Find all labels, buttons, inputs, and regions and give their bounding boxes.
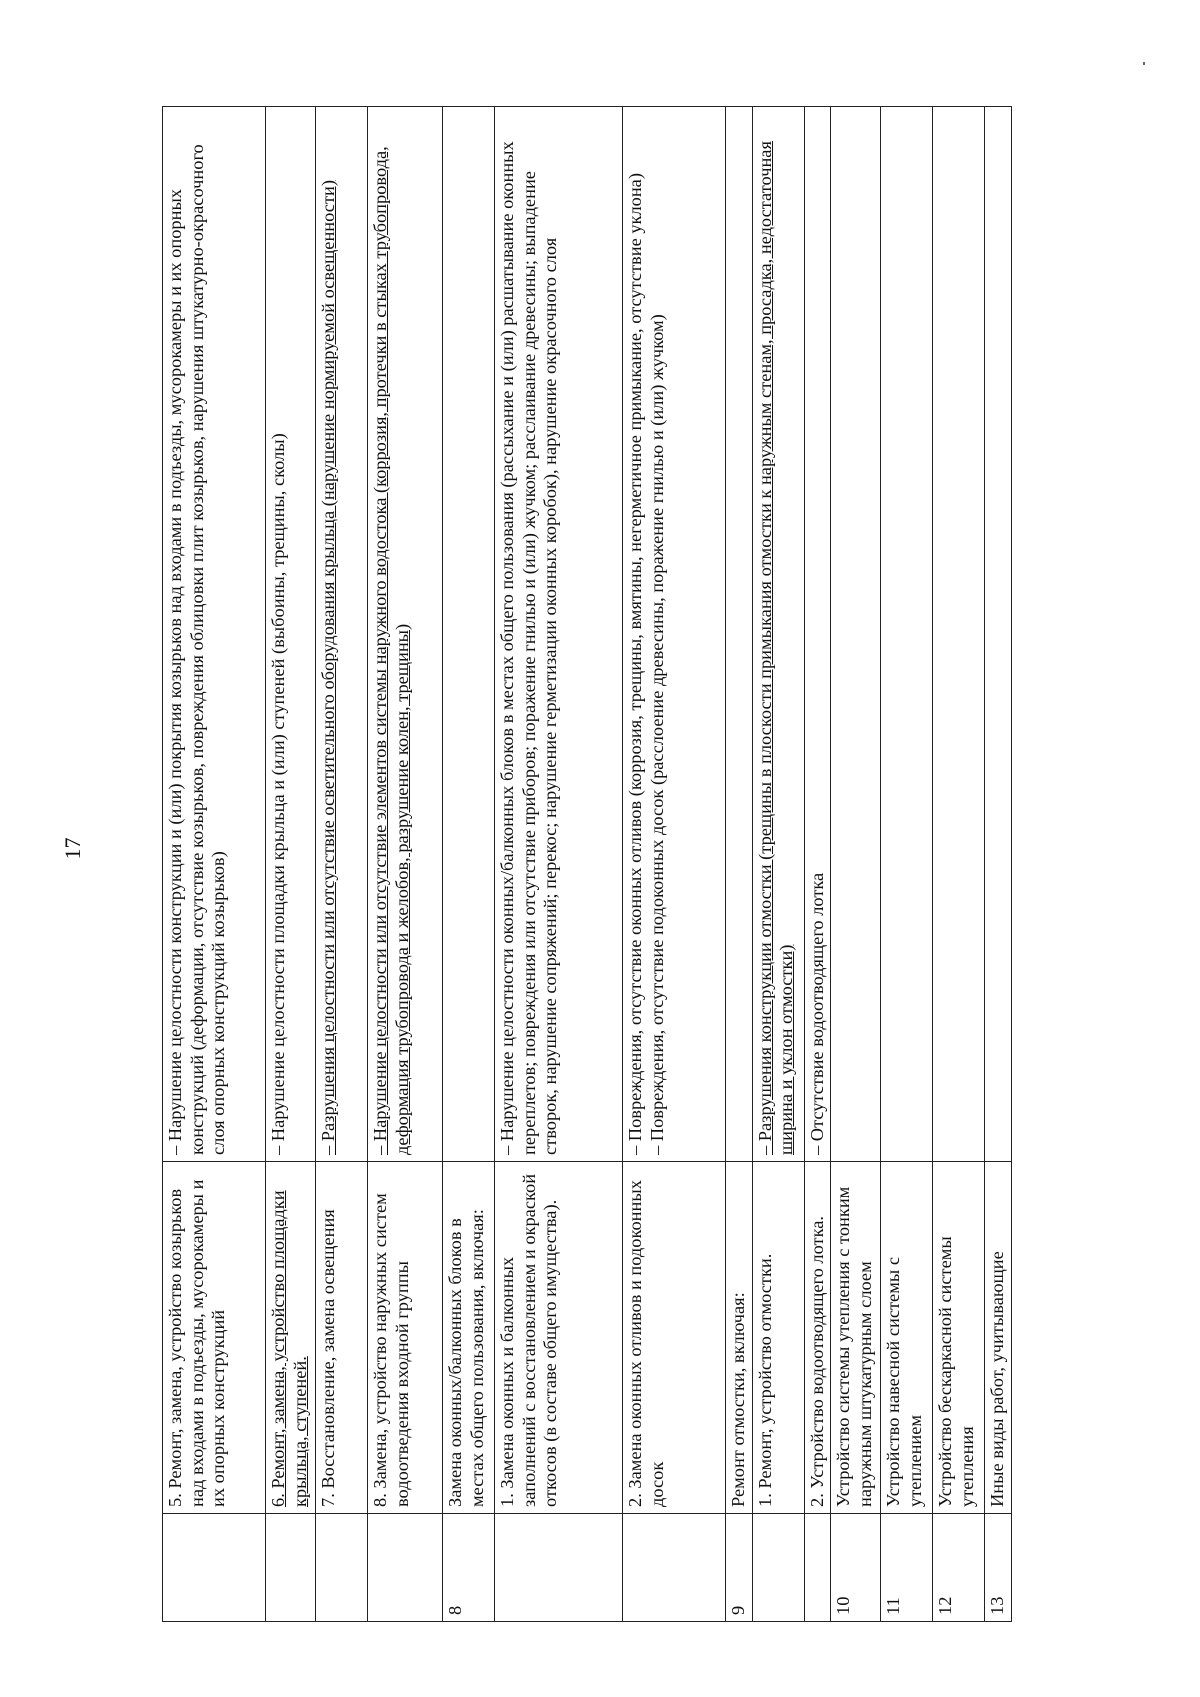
work-type-cell: 2. Замена оконных отливов и подоконных досок [623,1162,726,1514]
defects-cell [933,107,985,1162]
work-type-cell: Замена оконных/балконных блоков в местах общего пользования, включая: [443,1162,495,1514]
page-number: 17 [60,837,85,860]
defects-cell [881,107,933,1162]
row-number-cell: 9 [726,1514,753,1622]
work-type-cell: 1. Ремонт, устройство отмостки. [752,1162,804,1514]
defects-cell: – Отсутствие водоотводящего лотка [804,107,831,1162]
scan-speck [1143,62,1145,65]
table-row [495,107,623,1622]
work-type-cell: 5. Ремонт, замена, устройство козырьков над входами в подъезды, мусорокамеры и их опорных конструкций [163,1162,266,1514]
work-type-cell: Устройство навесной системы с утеплением [881,1162,933,1514]
table-row [752,107,804,1622]
defects-cell [443,107,495,1162]
table-row [443,107,495,1622]
row-number-cell: 13 [985,1514,1012,1622]
table-row [368,107,443,1622]
row-number-cell: 12 [933,1514,985,1622]
table-row [804,107,831,1622]
defects-cell: – Нарушение целостности конструкции и (или) покрытия козырьков над входами в подъезды, мусорокамеры и их опорных конструкций (деформации, отсутствие козырьков, повреждения облицовки плит козырьков, нарушения штукатурно-окрасочного слоя опорных конструкций козырьков) [163,107,266,1162]
row-number-cell [163,1514,266,1622]
work-type-cell: Устройство системы утепления с тонким наружным штукатурным слоем [831,1162,881,1514]
table-row [316,107,368,1622]
row-number-cell: 11 [881,1514,933,1622]
work-type-cell: Ремонт отмостки, включая: [726,1162,753,1514]
row-number-cell [368,1514,443,1622]
table-row [933,107,985,1622]
defects-cell: – Нарушение целостности оконных/балконных блоков в местах общего пользования (рассыхание и (или) расшатывание оконных переплетов; повреждения или отсутствие приборов; поражение гнилью и (или) жучком; расслаивание древесины; выпадение створок, нарушение сопряжений; перекос; нарушение герметизации оконных коробок), нарушение окрасочного слоя [495,107,623,1162]
defects-cell [752,107,804,1162]
table-row [623,107,726,1622]
repair-works-table [162,106,1012,1622]
row-number-cell: 8 [443,1514,495,1622]
defects-cell: – Нарушение целостности площадки крыльца и (или) ступеней (выбоины, трещины, сколы) [266,107,316,1162]
work-type-cell: 8. Замена, устройство наружных систем водоотведения входной группы [368,1162,443,1514]
work-type-text: 6. Ремонт, замена, устройство площадки крыльца, ступеней. [268,1190,310,1507]
defects-cell [985,107,1012,1162]
defects-text: – Разрушения конструкции отмостки (трещины в плоскости примыкания отмостки к наружным стенам, просадка, недостаточная ширина и уклон отмостки) [754,141,797,1155]
table-row [726,107,753,1622]
defects-cell [831,107,881,1162]
defects-cell [316,107,368,1162]
work-type-cell: 2. Устройство водоотводящего лотка. [804,1162,831,1514]
table-row [163,107,266,1622]
row-number-cell [804,1514,831,1622]
row-number-cell [752,1514,804,1622]
table-row [985,107,1012,1622]
work-type-cell [266,1162,316,1514]
work-type-cell: 1. Замена оконных и балконных заполнений с восстановлением и окраской откосов (в составе общего имущества). [495,1162,623,1514]
table-row [266,107,316,1622]
defects-cell [368,107,443,1162]
work-type-cell: Иные виды работ, учитывающие [985,1162,1012,1514]
defects-cell: – Повреждения, отсутствие оконных отливов (коррозия, трещины, вмятины, негерметичное примыкание, отсутствие уклона) – Повреждения, отсутствие подоконных досок (расслоение древесины, поражение гнилью и (или) жучком) [623,107,726,1162]
row-number-cell [266,1514,316,1622]
row-number-cell [623,1514,726,1622]
row-number-cell [316,1514,368,1622]
defects-cell [726,107,753,1162]
work-type-cell: 7. Восстановление, замена освещения [316,1162,368,1514]
table-row [881,107,933,1622]
table-row [831,107,881,1622]
defects-text: – Нарушение целостности или отсутствие элементов системы наружного водостока (коррозия, протечки в стыках трубопровода, деформация трубопровода и желобов, разрушение колен, трещины) [370,146,412,1155]
defects-text: – Разрушения целостности или отсутствие осветительного оборудования крыльца (нарушение нормируемой освещенности) [318,180,338,1155]
work-type-cell: Устройство бескаркасной системы утепления [933,1162,985,1514]
row-number-cell: 10 [831,1514,881,1622]
row-number-cell [495,1514,623,1622]
